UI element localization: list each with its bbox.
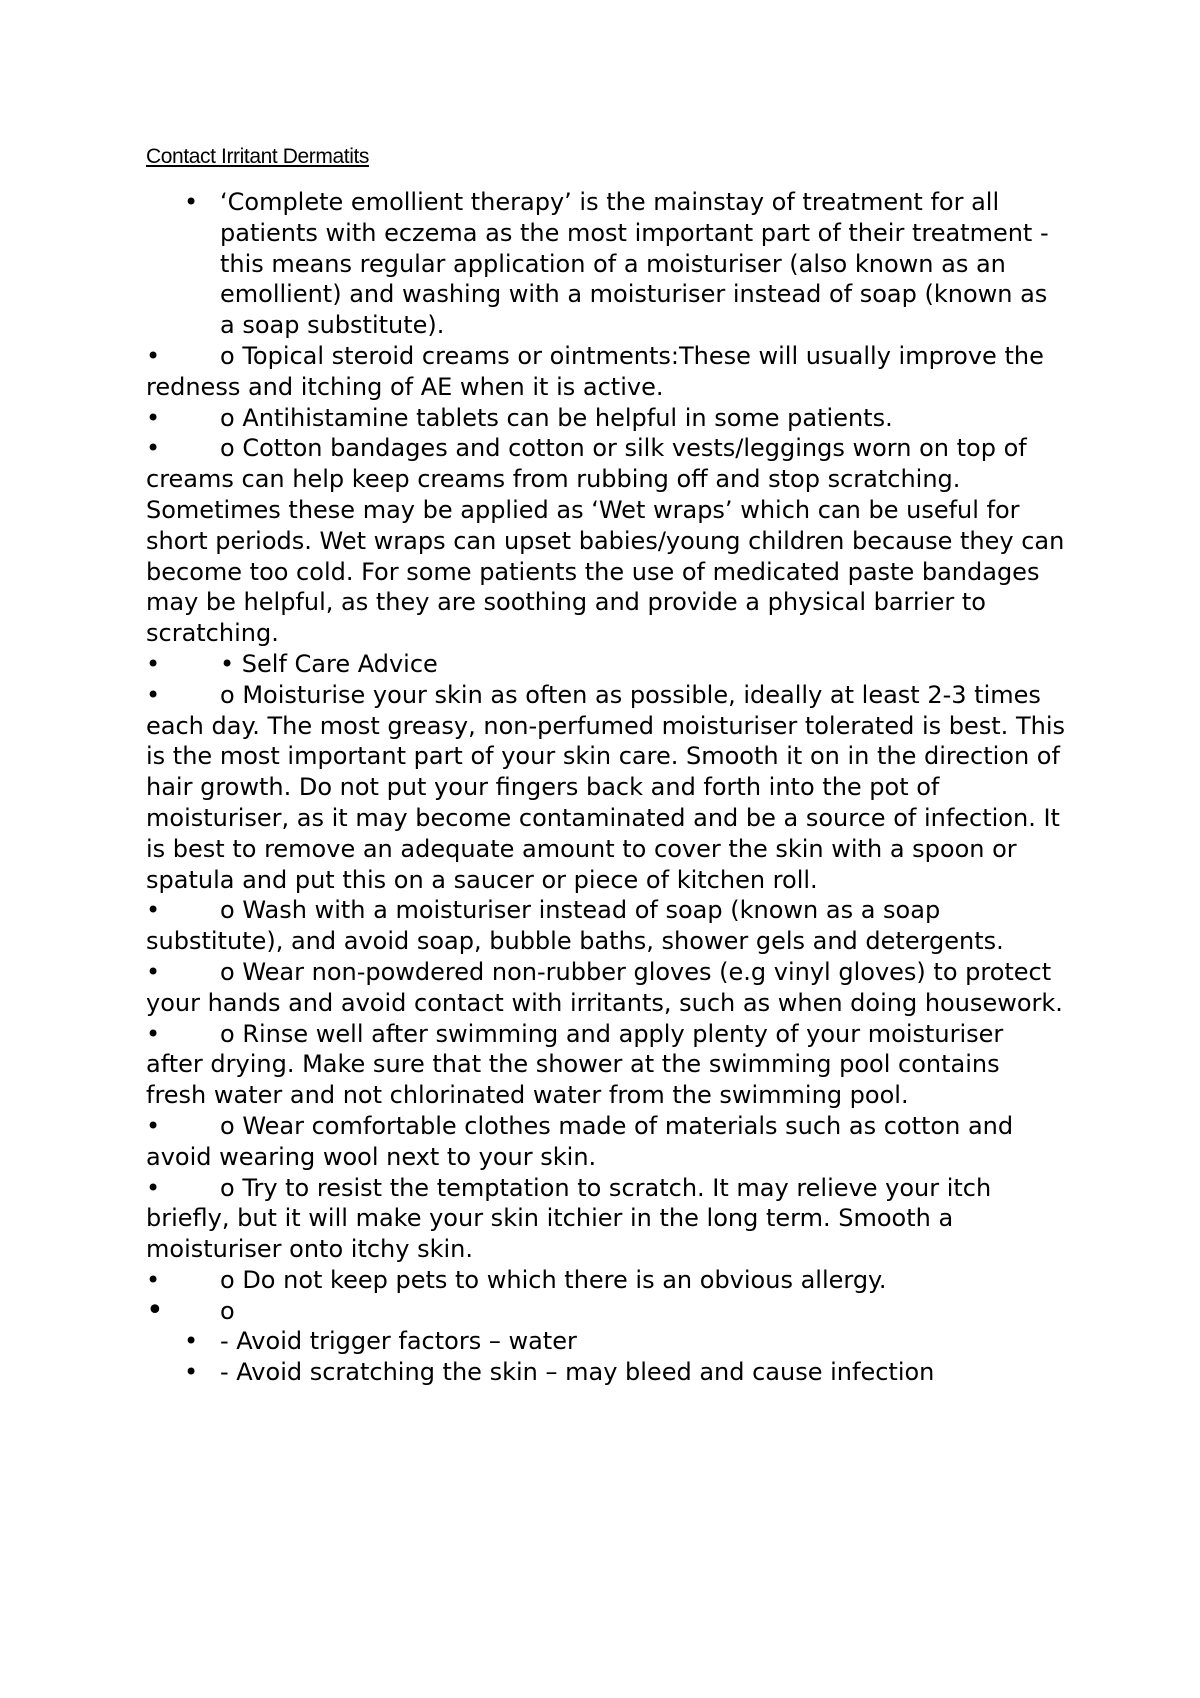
list-item-text: o [220,1296,235,1325]
bullet-glyph: • [184,1327,199,1356]
list-item-text: o Wear comfortable clothes made of materials such as cotton and avoid wearing wool next to your skin. [146,1111,1014,1171]
sub-list-item [146,1357,1066,1388]
bullet-glyph: • [146,896,161,925]
list-item [146,649,1066,680]
list-item [146,403,1066,434]
sub-list-item-text: - Avoid trigger factors – water [220,1327,577,1356]
bullet-glyph: • [146,1292,164,1328]
bullet-glyph: • [146,1173,161,1202]
list-item-text: o Moisturise your skin as often as possible, ideally at least 2-3 times each day. The most greasy, non-perfumed moisturiser tolerated is best. This is the most important part of your skin care. Smooth it on in the direction of hair growth. Do not put your fingers back and forth into the pot of moisturiser, as it may become contaminated and be a source of infection. It is best to remove an adequate amount to cover the skin with a spoon or spatula and put this on a saucer or piece of kitchen roll. [146,680,1065,894]
list-item [146,1173,1066,1265]
bullet-glyph: • [146,1019,161,1048]
bullet-glyph: • [146,341,161,370]
bullet-glyph: • [146,680,161,709]
list-item-text: o Topical steroid creams or ointments:These will usually improve the redness and itching of AE when it is active. [146,341,1044,401]
list-item-text: o Rinse well after swimming and apply plenty of your moisturiser after drying. Make sure that the shower at the swimming pool contains fresh water and not chlorinated water from the swimming pool. [146,1019,1004,1110]
list-item [146,1292,1066,1328]
sub-list-item-text: - Avoid scratching the skin – may bleed and cause infection [220,1358,935,1387]
list-item-text: o Antihistamine tablets can be helpful in some patients. [220,403,893,432]
page-title: Contact Irritant Dermatits [146,145,369,168]
list-item [146,1265,1066,1296]
sub-list-item [146,1326,1066,1357]
bullet-glyph: • [146,434,161,463]
list-item-text: o Wear non-powdered non-rubber gloves (e.g vinyl gloves) to protect your hands and avoid contact with irritants, such as when doing housework. [146,957,1063,1017]
document-body [146,187,1066,1388]
bullet-glyph: • [184,188,199,216]
bullet-glyph: • [146,1265,161,1294]
bullet-glyph: • [146,403,161,432]
list-item [146,1019,1066,1111]
document-page [146,145,1066,1388]
list-item-text: o Wash with a moisturiser instead of soap (known as a soap substitute), and avoid soap, bubble baths, shower gels and detergents. [146,896,1004,956]
intro-bullet [146,187,1066,341]
list-item-text: o Cotton bandages and cotton or silk vests/leggings worn on top of creams can help keep creams from rubbing off and stop scratching. Sometimes these may be applied as ‘Wet wraps’ which can be useful for short periods. Wet wraps can upset babies/young children because they can become too cold. For some patients the use of medicated paste bandages may be helpful, as they are soothing and provide a physical barrier to scratching. [146,434,1065,648]
list-item [146,341,1066,403]
intro-bullet-text: ‘Complete emollient therapy’ is the mainstay of treatment for all patients with eczema as the most important part of their treatment - this means regular application of a moisturiser (also known as an emollient) and washing with a moisturiser instead of soap (known as a soap substitute). [220,188,1049,340]
list-item-text: o Try to resist the temptation to scratch. It may relieve your itch briefly, but it will make your skin itchier in the long term. Smooth a moisturiser onto itchy skin. [146,1173,992,1264]
bullet-glyph: • [146,649,161,678]
list-item-text: o Do not keep pets to which there is an obvious allergy. [220,1265,887,1294]
list-item [146,1111,1066,1173]
bullet-glyph: • [146,957,161,986]
bullet-glyph: • [184,1358,199,1387]
bullet-glyph: • [146,1111,161,1140]
list-item-text: • Self Care Advice [220,649,438,678]
list-item [146,957,1066,1019]
list-item [146,433,1066,649]
list-item [146,680,1066,896]
list-item [146,895,1066,957]
